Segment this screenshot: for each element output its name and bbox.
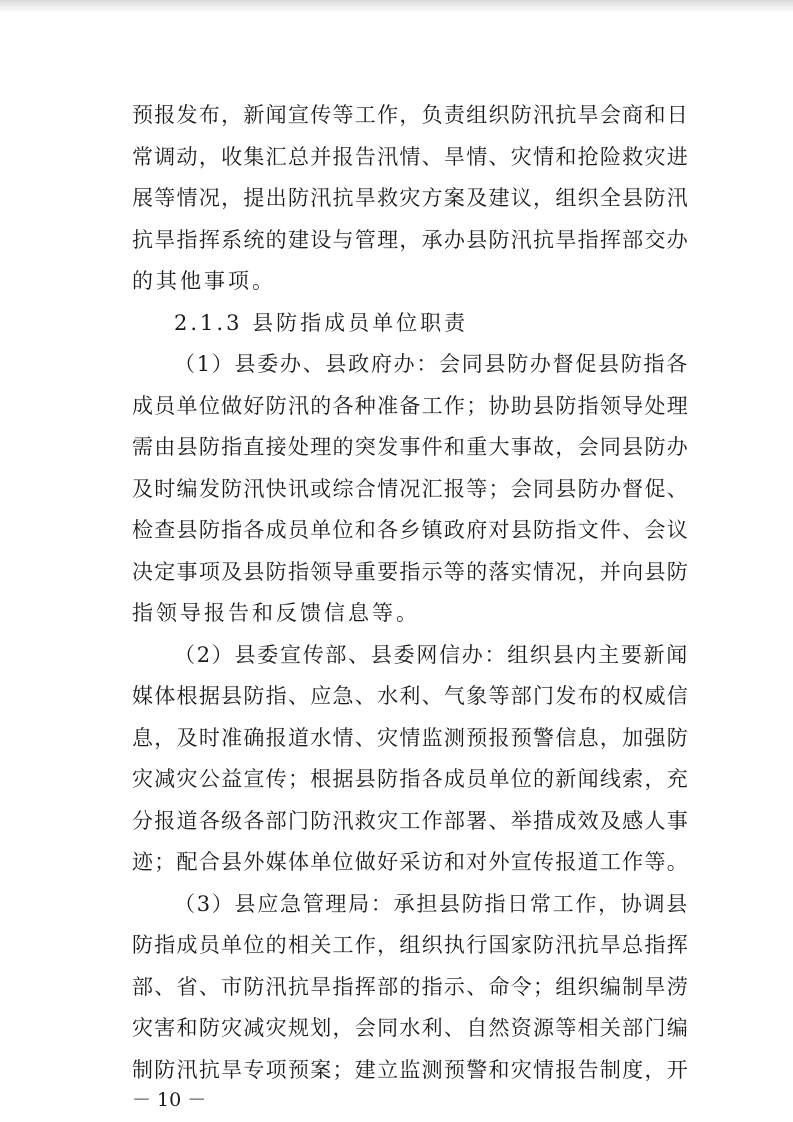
line-text: 展等情况，提出防汛抗旱救灾方案及建议，组织全县防汛 [132, 186, 689, 210]
line-text: 抗旱指挥系统的建设与管理，承办县防汛抗旱指挥部交办 [132, 227, 689, 252]
line-text: 常调动，收集汇总并报告汛情、旱情、灾情和抢险救灾进 [132, 144, 689, 169]
text-line [0, 139, 793, 175]
text-line [0, 346, 793, 382]
line-text: 分报道各级各部门防汛救灾工作部署、举措成效及感人事 [132, 808, 689, 833]
line-text: 防指成员单位的相关工作，组织执行国家防汛抗旱总指挥 [132, 933, 689, 957]
text-line [0, 803, 793, 839]
line-text: 预报发布，新闻宣传等工作，负责组织防汛抗旱会商和日 [132, 103, 689, 127]
text-line [0, 927, 793, 963]
text-line [0, 1010, 793, 1046]
text-line [0, 222, 793, 258]
text-line [0, 554, 793, 590]
line-text: 息，及时准确报道水情、灾情监测预报预警信息，加强防 [132, 725, 689, 750]
line-text: 指领导报告和反馈信息等。 [132, 601, 420, 625]
line-text: 部、省、市防汛抗旱指挥部的指示、命令；组织编制旱涝 [132, 974, 689, 999]
text-line [0, 1052, 793, 1088]
text-line [0, 263, 793, 299]
line-text: 灾减灾公益宣传；根据县防指各成员单位的新闻线索，充 [132, 767, 689, 791]
text-line [0, 388, 793, 424]
line-text: 的其他事项。 [132, 269, 276, 293]
line-text: 媒体根据县防指、应急、水利、气象等部门发布的权威信 [132, 684, 689, 708]
text-line [0, 844, 793, 880]
text-line [0, 471, 793, 507]
line-text: 成员单位做好防汛的各种准备工作；协助县防指领导处理 [132, 393, 689, 418]
text-line [0, 512, 793, 548]
text-line [0, 886, 793, 922]
line-text: 及时编发防汛快讯或综合情况汇报等；会同县防办督促、 [132, 476, 689, 501]
line-text: 迹；配合县外媒体单位做好采访和对外宣传报道工作等。 [132, 850, 689, 874]
line-text: 制防汛抗旱专项预案；建立监测预警和灾情报告制度，开 [132, 1057, 689, 1082]
text-line [0, 637, 793, 673]
section-heading [0, 305, 793, 341]
text-line [0, 678, 793, 714]
line-text: 灾害和防灾减灾规划，会同水利、自然资源等相关部门编 [132, 1016, 689, 1040]
text-line [0, 720, 793, 756]
text-line [0, 595, 793, 631]
line-text: 检查县防指各成员单位和各乡镇政府对县防指文件、会议 [132, 518, 689, 542]
line-text: 需由县防指直接处理的突发事件和重大事故，会同县防办 [132, 435, 689, 459]
line-text: （3）县应急管理局：承担县防指日常工作，协调县 [174, 891, 689, 916]
text-line [0, 429, 793, 465]
text-line [0, 180, 793, 216]
text-line [0, 761, 793, 797]
line-text: （1）县委办、县政府办：会同县防办督促县防指各 [174, 352, 689, 376]
text-line [0, 97, 793, 133]
text-line [0, 969, 793, 1005]
line-text: 决定事项及县防指领导重要指示等的落实情况，并向县防 [132, 559, 689, 584]
page-number: － 10 － [132, 1089, 207, 1111]
section-heading-text: 2.1.3 县防指成员单位职责 [174, 310, 469, 335]
line-text: （2）县委宣传部、县委网信办：组织县内主要新闻 [174, 642, 689, 667]
